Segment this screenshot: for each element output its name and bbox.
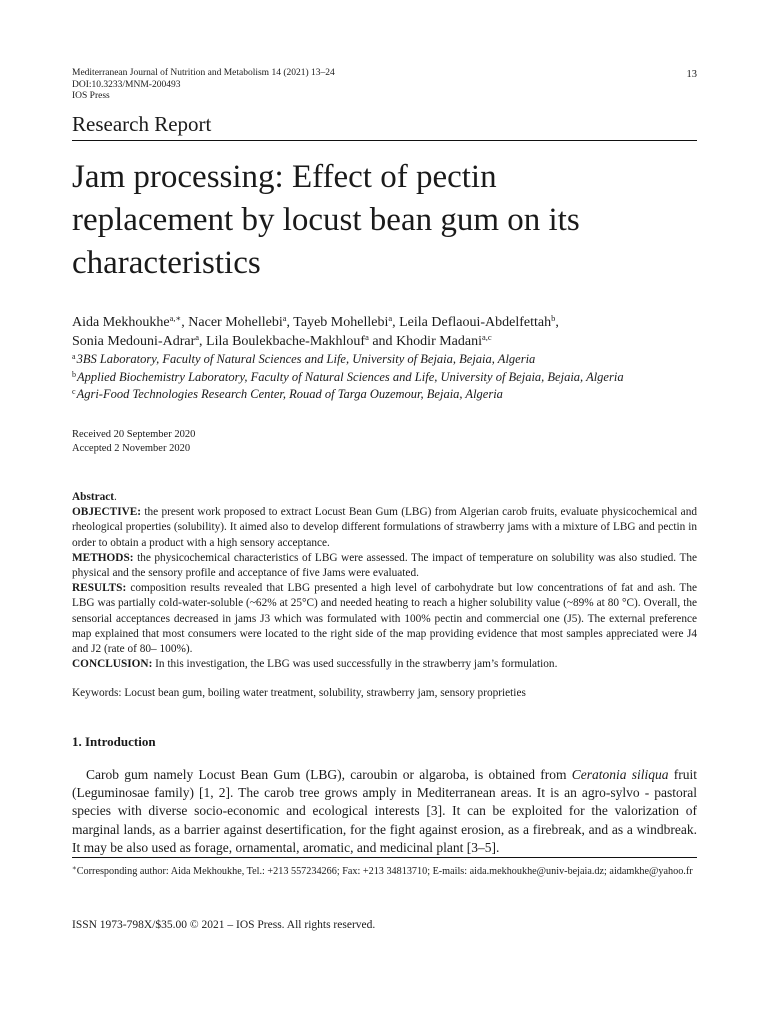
author-affil-mark: a (388, 313, 393, 323)
journal-citation: Mediterranean Journal of Nutrition and Metabolism 14 (2021) 13–24 (72, 68, 335, 78)
results-label: RESULTS: (72, 582, 127, 595)
author-name: Lila Boulekbache-Makhlouf (206, 334, 366, 349)
abstract-methods (72, 551, 697, 581)
methods-text: the physicochemical characteristics of LBG were assessed. The impact of temperature on solubility was also studied. The physical and the sensory profile and acceptance of five Jams were evaluated. (72, 551, 698, 580)
paper-title (72, 156, 697, 285)
author-name: Nacer Mohellebi (188, 315, 283, 330)
author-affil-mark: a,c (482, 332, 492, 342)
conclusion-text: In this investigation, the LBG was used successfully in the strawberry jam’s formulation. (155, 658, 558, 671)
conclusion-label: CONCLUSION: (72, 658, 153, 671)
affiliation-mark: a (72, 352, 76, 361)
affiliation (72, 386, 712, 404)
author-affil-mark: a (195, 332, 200, 342)
keywords: Keywords: Locust bean gum, boiling water treatment, solubility, strawberry jam, sensory proprieties (72, 687, 526, 699)
affiliation (72, 351, 712, 369)
footnote-mark: ∗ (72, 864, 77, 872)
journal-header (72, 68, 697, 103)
header-rule (72, 140, 697, 141)
author-affil-mark: a (282, 313, 287, 323)
intro-text: fruit (Leguminosae family) [1, 2]. The carob tree grows amply in Mediterranean areas. It is an agro-sylvo - pastoral species with diverse socio-economic and ecological interests [3]. It can be exploited for the valorization of marginal lands, as a barrier against desertification, for the fight against erosion, as a firebreak, and as a windbreak. It may be also used as forage, ornamental, aromatic, and medicinal plant [3–5]. (72, 767, 697, 855)
footnote-rule (72, 857, 697, 858)
received-date: Received 20 September 2020 (72, 429, 196, 440)
page-number: 13 (686, 69, 697, 80)
author-affil-mark: b (551, 313, 556, 323)
title-line: characteristics (72, 245, 261, 281)
submission-dates (72, 428, 195, 456)
abstract-conclusion (72, 657, 697, 672)
author-name: Sonia Medouni-Adrar (72, 334, 196, 349)
footnote-text: Corresponding author: Aida Mekhoukhe, Tel.: +213 557234266; Fax: +213 34813710; E-mails: aida.mekhoukhe@univ-bejaia.dz; aidamkhe@yahoo.fr (76, 866, 693, 877)
issn-copyright: ISSN 1973-798X/$35.00 © 2021 – IOS Press. All rights reserved. (72, 919, 376, 931)
abstract-objective (72, 505, 697, 551)
author-name: Khodir Madani (396, 334, 482, 349)
title-line: replacement by locust bean gum on its (72, 202, 580, 238)
doi: DOI:10.3233/MNM-200493 (72, 79, 181, 90)
author-affil-mark: a,∗ (169, 313, 182, 323)
publisher: IOS Press (72, 91, 110, 102)
objective-label: OBJECTIVE: (72, 506, 142, 519)
paper-page (72, 0, 697, 1024)
results-text: composition results revealed that LBG presented a high level of carbohydrate but low concentrations of fat and ash. The LBG was partially cold-water-soluble (~62% at 25°C) and needed heating to reach a higher solubility value (~89% at 80 °C). Overall, the sensorial acceptances decreased in jams J3 which was formulated with 100% pectin and commercial one (J5). The external preference map explained that most consumers were located to the right side of the map providing evidence that most samples appreciated were J4 and J2 (rate of 80– 100%). (72, 582, 697, 656)
section-label: Research Report (72, 112, 212, 136)
methods-label: METHODS: (72, 551, 134, 564)
affiliation-text: Agri-Food Technologies Research Center, Rouad of Targa Ouzemour, Bejaia, Algeria (76, 387, 503, 401)
affiliation (72, 369, 712, 387)
corresponding-author-footnote (72, 865, 697, 879)
abstract-heading: Abstract (72, 491, 115, 503)
abstract: Abstract. OBJECTIVE: the present work proposed to extract Locust Bean Gum (LBG) from Algerian carob fruits, evaluate physicochemical and rheological properties (solubility). It aimed also to develop different formulations of strawberry jams with a mixture of LBG and pectin in order to obtain a product with a high sensory acceptance. METHODS: the physicochemical characteristics of LBG were assessed. The impact of temperature on solubility was also studied. The physical and the sensory profile and acceptance of five Jams were evaluated. RESULTS: composition results revealed that LBG presented a high level of carbohydrate but low concentrations of fat and ash. The LBG was partially cold-water-soluble (~62% at 25°C) and needed heating to reach a higher solubility value (~89% at 80 °C). Overall, the sensorial acceptances decreased in jams J3 which was formulated with 100% pectin and commercial one (J5). The external preference map explained that most consumers were located to the right side of the map providing evidence that most samples appreciated were J4 and J2 (rate of 80– 100%). CONCLUSION: In this investigation, the LBG was used successfully in the strawberry jam’s formulation. (72, 490, 697, 672)
accepted-date: Accepted 2 November 2020 (72, 443, 191, 454)
affiliation-text: Applied Biochemistry Laboratory, Faculty of Natural Sciences and Life, University of Bejaia, Bejaia, Algeria (77, 369, 624, 384)
title-line: Jam processing: Effect of pectin (72, 159, 497, 195)
author-name: Leila Deflaoui-Abdelfettah (399, 315, 552, 330)
author-affil-mark: a (365, 332, 369, 342)
section-heading-introduction: 1. Introduction (72, 734, 156, 749)
affiliation-mark: b (72, 369, 76, 379)
author-list: Aida Mekhoukhe$^{a,∗}$, Nacer Mohellebi$^a$, Tayeb Mohellebi$^a$, Leila Deflaoui-Abdelfettah$^b$, Sonia Medouni-Adrar$^a$, Lila Boulekbache-Makhlouf$^a$ and Khodir Madani$^{a,c}$ (72, 313, 559, 349)
affiliation-text: 3BS Laboratory, Faculty of Natural Sciences and Life, University of Bejaia, Bejaia, Algeria (76, 352, 536, 366)
species-name: Ceratonia siliqua (571, 767, 669, 782)
author-name: Tayeb Mohellebi (293, 315, 389, 330)
abstract-results (72, 581, 697, 657)
introduction-paragraph (72, 766, 697, 857)
affiliation-mark: c (72, 387, 76, 396)
intro-text: Carob gum namely Locust Bean Gum (LBG), caroubin or algaroba, is obtained from (86, 767, 572, 782)
author-name: Aida Mekhoukhe (72, 315, 170, 330)
affiliation-list (72, 351, 712, 404)
objective-text: the present work proposed to extract Locust Bean Gum (LBG) from Algerian carob fruits, evaluate physicochemical and rheological properties (solubility). It aimed also to develop different formulations of strawberry jams with a mixture of LBG and pectin in order to obtain a product with a high sensory acceptance. (72, 506, 697, 549)
